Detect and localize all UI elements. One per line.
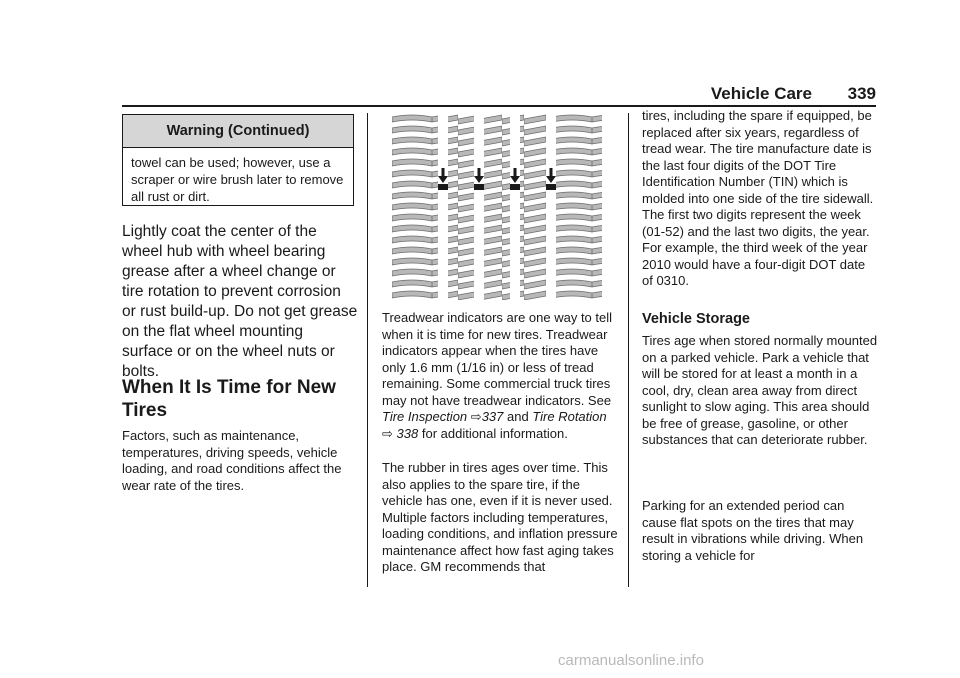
watermark: carmanualsonline.info — [558, 652, 704, 669]
page-number: 339 — [847, 84, 876, 103]
warning-heading: Warning (Continued) — [123, 115, 353, 148]
link-tire-rotation[interactable]: Tire Rotation — [532, 409, 607, 424]
subheading-vehicle-storage: Vehicle Storage — [642, 311, 750, 327]
treadwear-indicator-illustration — [392, 114, 602, 300]
section-title: Vehicle Care — [710, 84, 812, 103]
column-divider-1 — [367, 113, 368, 587]
page-ref-arrow-icon: ⇨ — [470, 409, 482, 424]
warning-box — [122, 114, 354, 206]
section-heading-new-tires: When It Is Time for New Tires — [122, 377, 336, 421]
wheel-hub-paragraph: Lightly coat the center of the wheel hub with wheel bearing grease after a wheel change or tire rotation to prevent corrosion or rust build-up. Do not get grease on the flat wheel mounting surface or on the wheel nuts or bolts. — [122, 223, 358, 380]
column-divider-2 — [628, 113, 629, 587]
page-header — [122, 84, 876, 104]
flat-spots-paragraph: Parking for an extended period can cause flat spots on the tires that may result in vibrations while driving. When storing a vehicle for — [642, 498, 864, 563]
warning-body: towel can be used; however, use a scraper or wire brush later to remove all rust or dirt. — [131, 155, 344, 204]
wear-factors-paragraph: Factors, such as maintenance, temperatures, driving speeds, vehicle loading, and road conditions affect the wear rate of the tires. — [122, 428, 342, 493]
link-tire-inspection[interactable]: Tire Inspection — [382, 409, 468, 424]
tire-date-paragraph: tires, including the spare if equipped, be replaced after six years, regardless of tread wear. The tire manufacture date is the last four digits of the DOT Tire Identification Number (TIN) which is molded into one side of the tire sidewall. The first two digits represent the week (01-52) and the last two digits, the year. For example, the third week of the year 2010 would have a four-digit DOT date of 0310. — [642, 108, 874, 288]
storage-paragraph: Tires age when stored normally mounted on a parked vehicle. Park a vehicle that will be stored for at least a month in a cool, dry, clean area away from direct sunlight to slow aging. This area should be free of grease, gasoline, or other substances that can deteriorate rubber. — [642, 333, 878, 447]
additional-info-text: for additional information. — [418, 425, 568, 441]
and-text: and — [503, 409, 533, 424]
rubber-aging-paragraph: The rubber in tires ages over time. This also applies to the spare tire, if the vehicle has one, even if it is never used. Multiple factors including temperatures, loading conditions, and inflation pressure maintenance affect how fast aging takes place. GM recommends that — [382, 460, 618, 574]
page-ref-338[interactable]: 338 — [396, 425, 419, 441]
page-ref-arrow-icon: ⇨ — [382, 425, 393, 441]
treadwear-text: Treadwear indicators are one way to tell when it is time for new tires. Treadwear indicators appear when the tires have only 1.6 mm (1/16 in) or less of tread remaining. Some commercial truck tires may not have treadwear indicators. See — [382, 310, 613, 408]
treadwear-paragraph — [382, 310, 618, 442]
header-rule — [122, 105, 876, 107]
page-ref-337[interactable]: 337 — [481, 409, 504, 424]
